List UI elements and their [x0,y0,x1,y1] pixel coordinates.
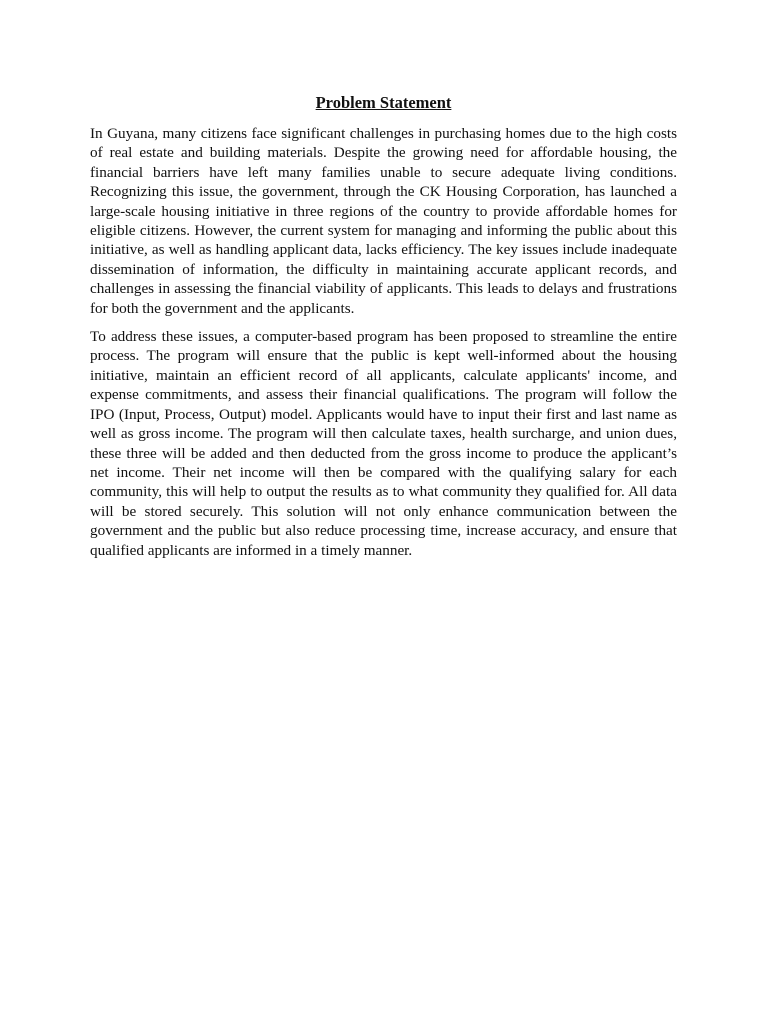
paragraph-proposed-solution: To address these issues, a computer-based program has been proposed to streamline the entire process. The program will ensure that the public is kept well-informed about the housing initiative, maintain an efficient record of all applicants, calculate applicants' income, and expense commitments, and assess their financial qualifications. The program will follow the IPO (Input, Process, Output) model. Applicants would have to input their first and last name as well as gross income. The program will then calculate taxes, health surcharge, and union dues, these three will be added and then deducted from the gross income to produce the applicant’s net income. Their net income will then be compared with the qualifying salary for each community, this will help to output the results as to what community they qualified for. All data will be stored securely. This solution will not only enhance communication between the government and the public but also reduce processing time, increase accuracy, and ensure that qualified applicants are informed in a timely manner. [90,328,677,559]
paragraph-background: In Guyana, many citizens face significant challenges in purchasing homes due to the high costs of real estate and building materials. Despite the growing need for affordable housing, the financial barriers have left many families unable to secure adequate living conditions. Recognizing this issue, the government, through the CK Housing Corporation, has launched a large-scale housing initiative in three regions of the country to provide affordable homes for eligible citizens. However, the current system for managing and informing the public about this initiative, as well as handling applicant data, lacks efficiency. The key issues include inadequate dissemination of information, the difficulty in maintaining accurate applicant records, and challenges in assessing the financial viability of applicants. This leads to delays and frustrations for both the government and the applicants. [90,125,677,317]
document-body [90,92,677,569]
document-title: Problem Statement [315,93,452,112]
